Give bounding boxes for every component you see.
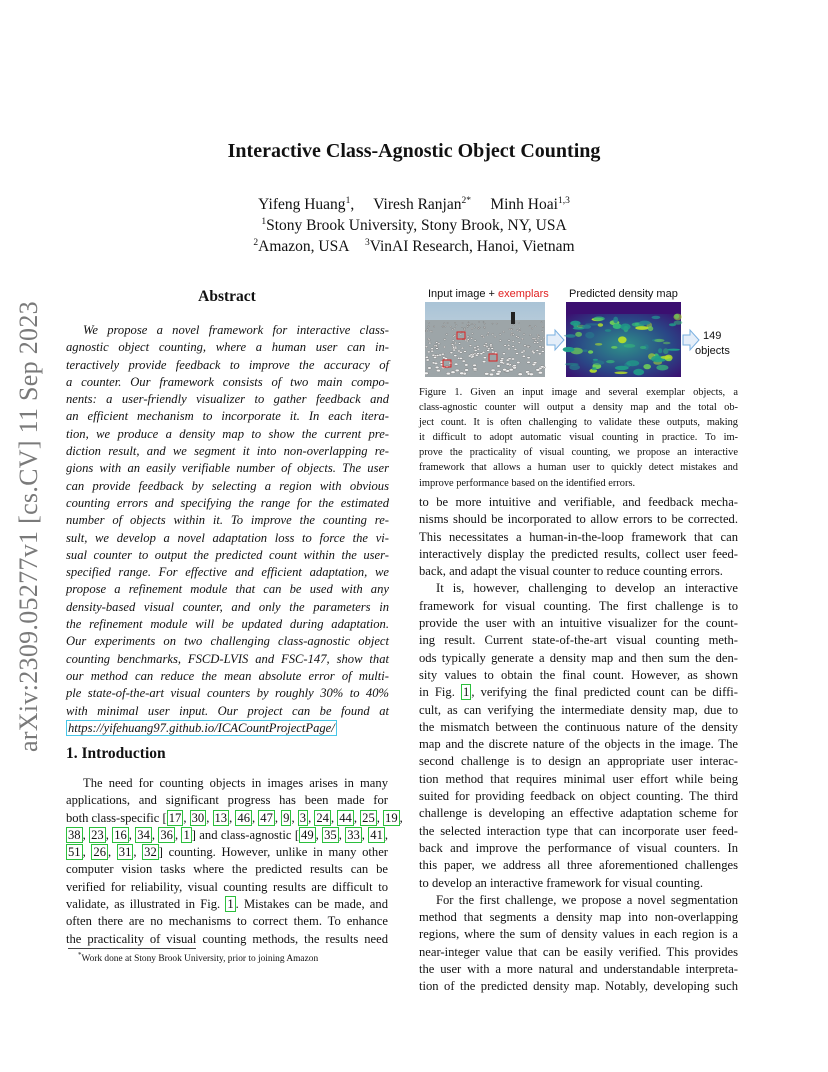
text-line: our method can reduce the mean absolute error of multi- xyxy=(66,668,389,683)
figure-ref-link[interactable]: 1 xyxy=(227,897,234,912)
citation-link[interactable]: 47 xyxy=(260,810,273,825)
author-block xyxy=(0,194,828,257)
text-line: It is, however, challenging to develop an interactive xyxy=(436,581,738,596)
text-line: improve performance based on the identified errors. xyxy=(419,477,636,489)
text-line: density-based visual counter, and only the parameters in xyxy=(66,599,389,614)
text-line: sult, we develop a novel adaptation loss to force the vi- xyxy=(66,530,389,545)
citation-link[interactable]: 23 xyxy=(91,827,104,842)
citation-link[interactable]: 1 xyxy=(183,827,190,842)
citation-link[interactable]: 35 xyxy=(324,827,337,842)
person-figure xyxy=(511,312,515,324)
citation-link[interactable]: 13 xyxy=(214,810,228,825)
citation-link[interactable]: 51 xyxy=(68,845,81,860)
text-line: to be more intuitive and verifiable, and feedback mecha- xyxy=(419,495,738,509)
citation-link[interactable]: 46 xyxy=(237,810,250,825)
text-line: it difficult to adopt automatic visual counting in practice. To im- xyxy=(419,432,738,444)
figure-ref-link[interactable]: 1 xyxy=(463,685,470,700)
text-line: For the first challenge, we propose a novel segmentation xyxy=(436,892,738,907)
citation-link[interactable]: 49 xyxy=(301,827,314,842)
text-line: ing result. Current state-of-the-art visual counting meth- xyxy=(419,633,738,648)
text-line: the user with a more natural and understandable interpreta- xyxy=(419,962,738,977)
citation-link[interactable]: 41 xyxy=(370,827,383,842)
citation-link[interactable]: 17 xyxy=(168,810,182,825)
text-line: tion, we produce a density map to show the current pre- xyxy=(66,426,389,441)
arxiv-stamp: arXiv:2309.05277v1 [cs.CV] 11 Sep 2023 xyxy=(14,301,43,752)
count-unit: objects xyxy=(695,345,730,357)
text-line: a counter. Our framework consists of two main compo- xyxy=(66,374,389,389)
figure-label-input: Input image + exemplars xyxy=(428,288,549,300)
text-line: framework for visual counting. The first challenge is to xyxy=(419,598,738,613)
text-line: prove the practicality of visual counting, we propose an interactive xyxy=(419,447,738,459)
citation-link[interactable]: 34 xyxy=(137,827,150,842)
figure-caption xyxy=(419,385,738,491)
figure-1 xyxy=(425,302,740,382)
text-line: framework that allows a human user to quickly detect mistakes and xyxy=(419,462,738,474)
citation-link[interactable]: 44 xyxy=(339,810,352,825)
affiliation-2-3: $^2$Amazon, USA $^3$VinAI Research, Hanoi, Vietnam xyxy=(253,238,575,255)
text-line: agnostic object counting, where a human user can in- xyxy=(66,340,389,355)
text-line: number of objects within it. To improve the counting re- xyxy=(66,513,389,528)
text-line: specified range. For effective and efficient adaptation, we xyxy=(66,565,389,580)
text-line: nisms should be incorporated to allow errors to be corrected. xyxy=(419,512,738,527)
text-line: regions, where the sum of density values in each region is a xyxy=(419,927,738,942)
text-line: counting benchmarks, FSCD-LVIS and FSC-147, show that xyxy=(66,651,389,666)
text-line: method that segments a density map into non-overlapping xyxy=(419,910,738,925)
footnote: *Work done at Stony Brook University, prior to joining Amazon xyxy=(78,951,319,965)
figure-label-density: Predicted density map xyxy=(569,288,678,300)
count-value: 149 xyxy=(703,330,722,342)
text-line: diction result, and we segment it into non-overlapping re- xyxy=(66,444,389,459)
citation-link[interactable]: 38 xyxy=(68,827,81,842)
text-line: map and the discrete nature of the objects in the image. The xyxy=(419,737,738,752)
project-page-link[interactable]: https://yifehuang97.github.io/ICACountProjectPage/ xyxy=(68,720,335,735)
text-line: provide the user with an intuitive visualizer for the count- xyxy=(419,616,738,631)
text-line: counting errors and specifying the range for the estimated xyxy=(66,495,389,510)
text-line: back, and adapt the visual counter to reduce counting errors. xyxy=(419,564,723,579)
citation-link[interactable]: 19 xyxy=(385,810,398,825)
text-line: cult, as can verifying the intermediate density map, due to xyxy=(419,702,738,717)
intro-heading: 1. Introduction xyxy=(66,745,166,762)
citation-link[interactable]: 3 xyxy=(299,810,307,825)
abstract-body xyxy=(66,322,389,737)
input-image xyxy=(425,302,545,377)
text-line: This necessitates a human-in-the-loop framework that can xyxy=(419,529,738,544)
citation-link[interactable]: 24 xyxy=(316,810,329,825)
text-line: the mismatch between the continuous nature of the density xyxy=(419,719,738,734)
text-line: We propose a novel framework for interactive class- xyxy=(83,323,389,337)
text-line: second challenge is to design an appropriate user interac- xyxy=(419,754,738,769)
text-line: to develop an interactive framework for visual counting. xyxy=(419,875,703,890)
text-line: can provide feedback by selecting a region with obvious xyxy=(66,478,389,493)
text-line: suited for providing feedback on object counting. The third xyxy=(419,789,738,804)
text-line: class-agnostic counter will output a density map and the total ob- xyxy=(419,402,738,414)
text-line: teractively provide feedback to improve the accuracy of xyxy=(66,357,389,372)
author-names: Yifeng Huang$^1$, Viresh Ranjan$^{2*}$ Minh Hoai$^{1,3}$ xyxy=(258,196,570,213)
affiliation-1: $^1$Stony Brook University, Stony Brook, NY, USA xyxy=(261,217,567,234)
arrow-icon xyxy=(547,330,564,350)
citation-link[interactable]: 25 xyxy=(362,810,375,825)
citation-line: 51 , 26 , 31 , 32 ] counting. However, unlike in many other xyxy=(68,845,388,860)
text-line: near-integer value that can be easily verified. This provides xyxy=(419,944,738,959)
text-line: tion of the predicted density map. Notably, developing such xyxy=(419,979,738,994)
text-line: back and improve the performance of visual counters. In xyxy=(419,840,738,855)
text-line: sity values to obtain the final count. However, as shown xyxy=(419,667,738,682)
text-line: this paper, we address all three aforementioned challenges xyxy=(419,858,738,873)
author-name: Minh Hoai xyxy=(490,196,558,213)
intro-body: The need for counting objects in images arises in many applications, and significant progress has been made for both class-specific [ 17 , 30 , 13 , 46 , 47 , 9 , 3 , 24 , 44 , 25 , 19 , 38 , 23 , 16 , 34 , 36 , 1 ] and class-agnostic [ 49 , 35 , 33 , 41 , 51 , 26 , 31 , 32 ] counting. However, unlike in many other computer vision tasks where the predicted results can be verified for reliability, visual counting results are difficult to validate, as illustrated in Fig. 1 . Mistakes can be made, and often there are no mechanisms to correct them. To enhance the practicality of visual counting methods, the results need xyxy=(66,776,403,946)
text-line: sual counter to output the predicted count within the user- xyxy=(66,547,389,562)
text-line: ject count. It is often challenging to validate these outputs, making xyxy=(419,417,738,429)
citation-link[interactable]: 16 xyxy=(114,827,127,842)
citation-line: both class-specific [ 17 , 30 , 13 , 46 , 47 , 9 , 3 , 24 , 44 , 25 , 19 , xyxy=(66,810,403,825)
citation-link[interactable]: 36 xyxy=(160,827,173,842)
text-line: tion method that requires minimal user effort while being xyxy=(419,771,738,786)
citation-link[interactable]: 9 xyxy=(283,810,290,825)
density-map xyxy=(563,302,683,377)
paragraph xyxy=(419,494,738,580)
text-line: ods typically generate a density map and then sum the den- xyxy=(419,650,738,665)
paragraph xyxy=(419,892,738,996)
author-name: Yifeng Huang xyxy=(258,196,346,213)
text-line: interactively display the predicted results, collect user feed- xyxy=(419,546,738,561)
paragraph: It is, however, challenging to develop an interactive framework for visual counting. The first challenge is to provide the user with an intuitive visualizer for the count- ing result. Current state-of-the-art visual counting meth- ods typically generate a density map and then sum the den- sity values to obtain the final count. However, as shown in Fig. 1 , verifying the final predicted count can be diffi- cult, as can verifying the intermediate density map, due to the mismatch between the continuous nature of the density map and the discrete nature of the objects in the image. The second challenge is to design an appropriate user interac- tion method that requires minimal user effort while being suited for providing feedback on object counting. The third challenge is developing an effective adaptation scheme for the selected interaction type that can incorporate user feed- back and improve the performance of visual counters. In this paper, we address all three aforementioned challenges to develop an interactive framework for visual counting. xyxy=(419,580,738,891)
citation-link[interactable]: 26 xyxy=(93,845,106,860)
author-name: Viresh Ranjan xyxy=(373,196,462,213)
text-line: ple state-of-the-art visual counters by roughly 30% to 40% xyxy=(66,686,389,701)
text-line: challenge is developing an effective adaptation scheme for xyxy=(419,806,738,821)
text-line: with minimal user input. Our project can be found at xyxy=(66,703,389,718)
text-line: the refinement module will be updated during adaptation. xyxy=(66,617,389,632)
text-line: Figure 1. Given an input image and several exemplar objects, a xyxy=(419,387,738,398)
paper-title: Interactive Class-Agnostic Object Counting xyxy=(227,140,601,162)
text-line: the selected interaction type that can incorporate user feed- xyxy=(419,823,738,838)
right-column-body xyxy=(419,494,738,996)
text-line: Our experiments on two challenging class-agnostic object xyxy=(66,634,389,649)
text-line: nents: a user-friendly visualizer to gather feedback and xyxy=(66,392,389,407)
text-line: propose a refinement module that can be used with any xyxy=(66,582,389,597)
citation-link[interactable]: 31 xyxy=(118,845,132,860)
citation-link[interactable]: 30 xyxy=(191,810,205,825)
text-line: gions with an easily verifiable number of objects. The user xyxy=(66,461,389,476)
citation-link[interactable]: 33 xyxy=(347,827,360,842)
text-line: an efficient mechanism to incorporate it. In each itera- xyxy=(66,409,389,424)
footnote-rule xyxy=(68,948,196,949)
citation-line: 38 , 23 , 16 , 34 , 36 , 1 ] and class-agnostic [ 49 , 35 , 33 , 41 , xyxy=(68,827,389,842)
abstract-heading: Abstract xyxy=(198,288,256,305)
citation-link[interactable]: 32 xyxy=(144,845,157,860)
